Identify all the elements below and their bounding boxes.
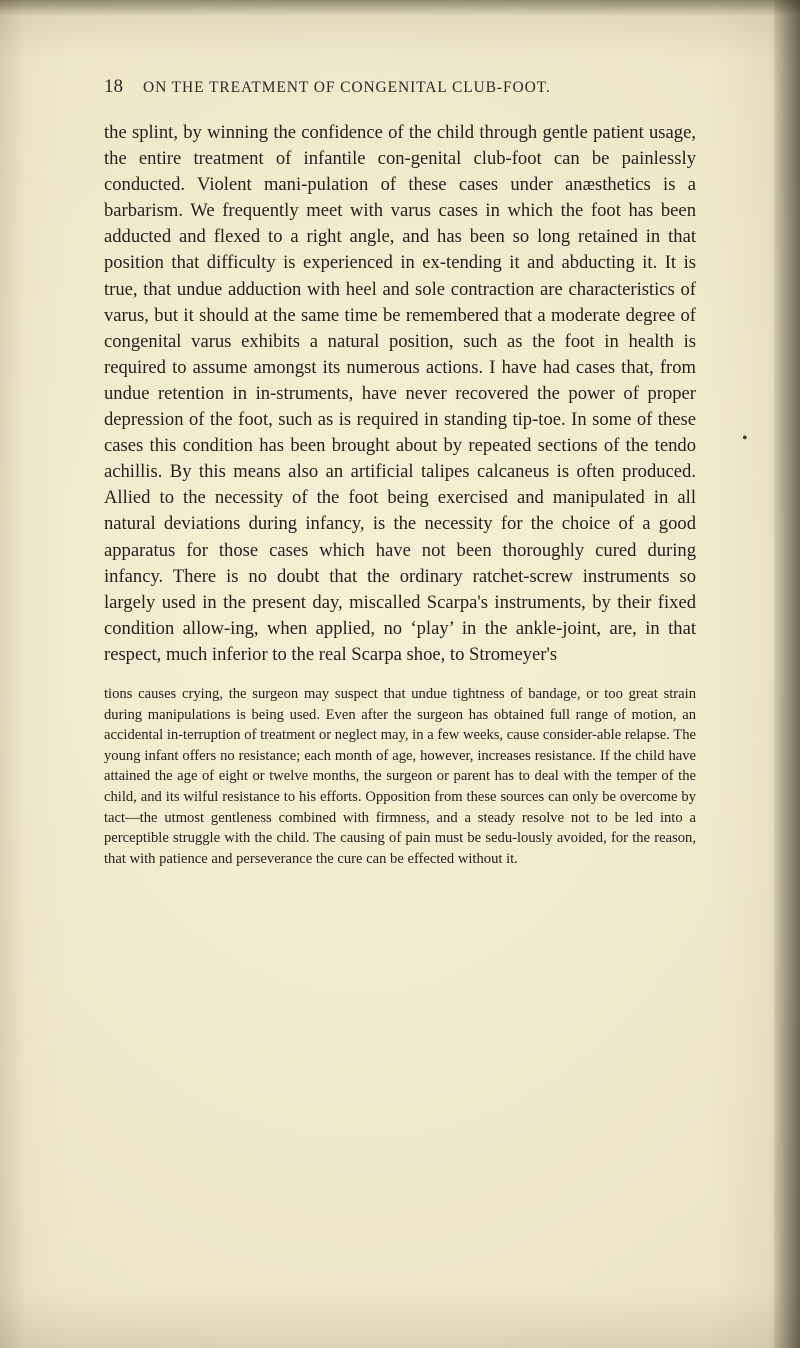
page-top-shadow [0,0,800,16]
page-content [104,76,696,869]
running-head [104,76,696,98]
body-text [104,120,696,668]
body-paragraph: the splint, by winning the confidence of the child through gentle patient usage, the entire treatment of infantile con-genital club-foot can be painlessly conducted. Violent mani-pulation of these cases under anæsthetics is a barbarism. We frequently meet with varus cases in which the foot has been adducted and flexed to a right angle, and has been so long retained in that position that difficulty is experienced in ex-tending it and abducting it. It is true, that undue adduction with heel and sole contraction are characteristics of varus, but it should at the same time be remembered that a moderate degree of congenital varus exhibits a natural position, such as the foot in health is required to assume amongst its numerous actions. I have had cases that, from undue retention in in-struments, have never recovered the power of proper depression of the foot, such as is required in standing tip-toe. In some of these cases this condition has been brought about by repeated sections of the tendo achillis. By this means also an artificial talipes calcaneus is often produced. Allied to the necessity of the foot being exercised and manipulated in all natural deviations during infancy, is the necessity for the choice of a good apparatus for those cases which have not been thoroughly cured during infancy. There is no doubt that the ordinary ratchet-screw instruments so largely used in the present day, miscalled Scarpa's instruments, by their fixed condition allow-ing, when applied, no ‘play’ in the ankle-joint, are, in that respect, much inferior to the real Scarpa shoe, to Stromeyer's [104,122,696,665]
page-number: 18 [104,76,123,97]
footnote [104,684,696,869]
page-right-shadow [774,0,800,1348]
running-head-title: ON THE TREATMENT OF CONGENITAL CLUB-FOOT. [143,79,551,96]
footnote-text: tions causes crying, the surgeon may suspect that undue tightness of bandage, or too great strain during manipulations is being used. Even after the surgeon has obtained full range of motion, an accidental in-terruption of treatment or neglect may, in a few weeks, cause consider-able relapse. The young infant offers no resistance; each month of age, however, increases resistance. If the child have attained the age of eight or twelve months, the surgeon or parent has to deal with the temper of the child, and its wilful resistance to his efforts. Opposition from these sources can only be overcome by tact—the utmost gentleness combined with firmness, and a steady resolve not to be led into a perceptible struggle with the child. The causing of pain must be sedu-lously avoided, for the reason, that with patience and perseverance the cure can be effected without it. [104,685,696,867]
margin-mark: • [742,430,748,447]
